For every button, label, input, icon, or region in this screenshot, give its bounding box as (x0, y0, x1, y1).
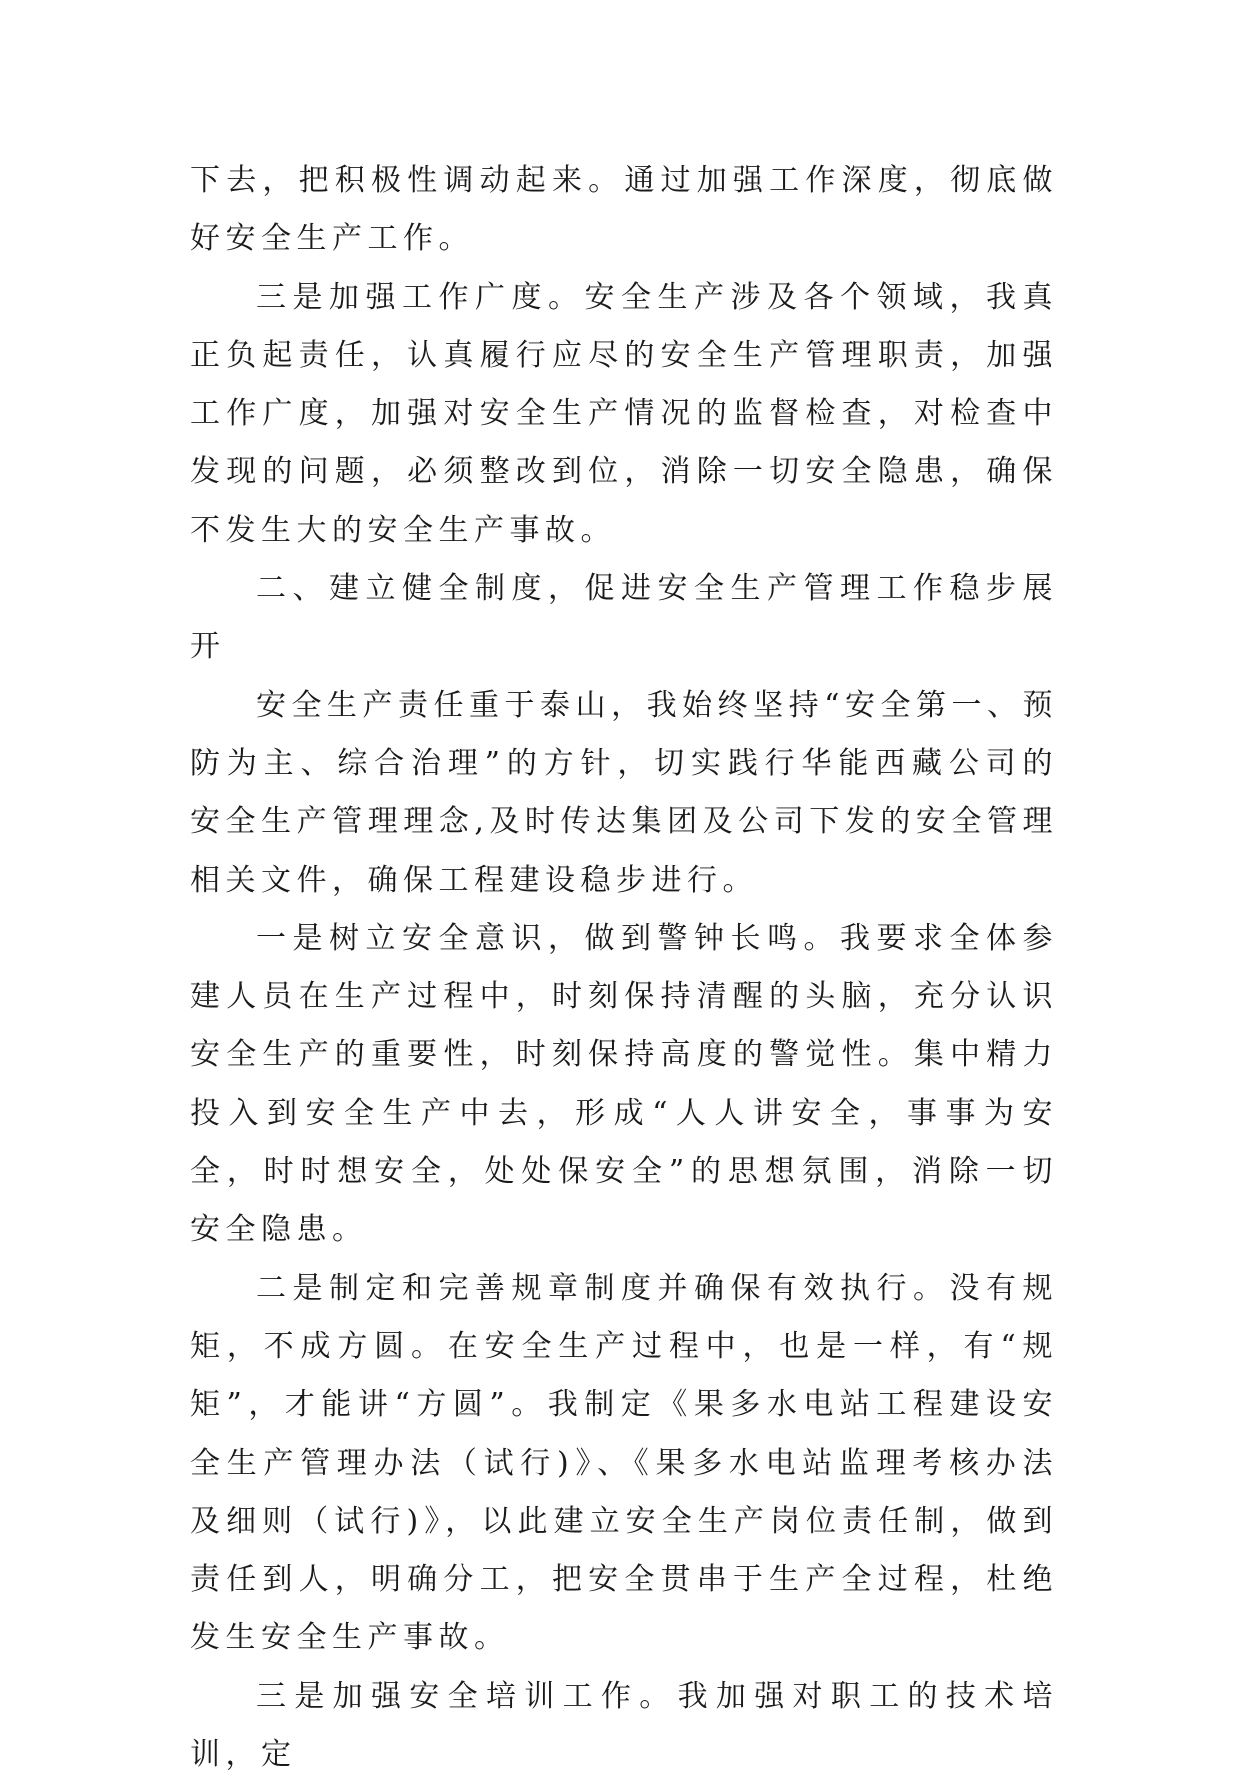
paragraph-safety-awareness: 一是树立安全意识，做到警钟长鸣。我要求全体参建人员在生产过程中，时刻保持清醒的头脑，充分认识安全生产的重要性，时刻保持高度的警觉性。集中精力投入到安全生产中去，形成“人人讲安全，事事为安全，时时想安全，处处保安全”的思想氛围，消除一切安全隐患。 (190, 920, 1058, 1248)
section-heading-two: 二、建立健全制度，促进安全生产管理工作稳步展开 (190, 571, 1058, 665)
document-body (190, 152, 1058, 1784)
paragraph-work-breadth: 三是加强工作广度。安全生产涉及各个领域，我真正负起责任，认真履行应尽的安全生产管理职责，加强工作广度，加强对安全生产情况的监督检查，对检查中发现的问题，必须整改到位，消除一切安全隐患，确保不发生大的安全生产事故。 (190, 279, 1058, 548)
paragraph-continuation: 下去，把积极性调动起来。通过加强工作深度，彻底做好安全生产工作。 (190, 163, 1058, 257)
paragraph-safety-training: 三是加强安全培训工作。我加强对职工的技术培训，定 (190, 1678, 1058, 1773)
paragraph-rules-regulations: 二是制定和完善规章制度并确保有效执行。没有规矩，不成方圆。在安全生产过程中，也是一样，有“规矩”，才能讲“方圆”。我制定《果多水电站工程建设安全生产管理办法（试行)》、《果多水电站监理考核办法及细则（试行)》，以此建立安全生产岗位责任制，做到责任到人，明确分工，把安全贯串于生产全过程，杜绝发生安全生产事故。 (190, 1270, 1058, 1656)
paragraph-safety-responsibility: 安全生产责任重于泰山，我始终坚持“安全第一、预防为主、综合治理”的方针，切实践行华能西藏公司的安全生产管理理念,及时传达集团及公司下发的安全管理相关文件，确保工程建设稳步进行。 (190, 687, 1058, 898)
